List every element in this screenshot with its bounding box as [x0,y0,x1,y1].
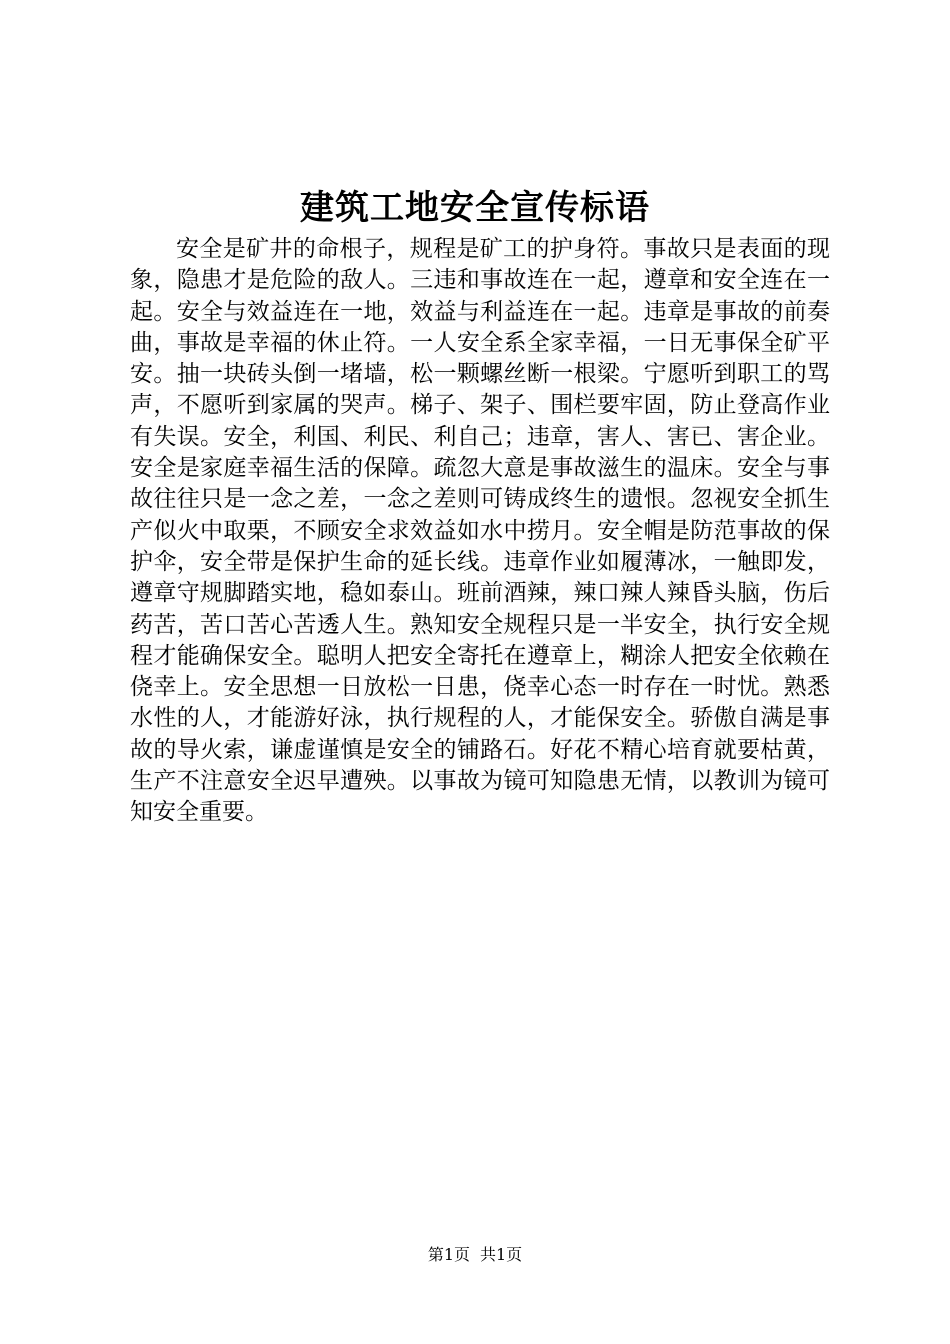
page-number-total: 共1页 [480,1245,523,1264]
page-number-current: 第1页 [427,1245,470,1264]
page-footer [0,1245,950,1265]
document-body: 安全是矿井的命根子，规程是矿工的护身符。事故只是表面的现象，隐患才是危险的敌人。三违和事故连在一起，遵章和安全连在一起。安全与效益连在一地，效益与利益连在一起。违章是事故的前奏曲，事故是幸福的休止符。一人安全系全家幸福，一日无事保全矿平安。抽一块砖头倒一堵墙，松一颗螺丝断一根梁。宁愿听到职工的骂声，不愿听到家属的哭声。梯子、架子、围栏要牢固，防止登高作业有失误。安全，利国、利民、利自己；违章，害人、害已、害企业。安全是家庭幸福生活的保障。疏忽大意是事故滋生的温床。安全与事故往往只是一念之差，一念之差则可铸成终生的遗恨。忽视安全抓生产似火中取栗，不顾安全求效益如水中捞月。安全帽是防范事故的保护伞，安全带是保护生命的延长线。违章作业如履薄冰，一触即发，遵章守规脚踏实地，稳如泰山。班前酒辣，辣口辣人辣昏头脑，伤后药苦，苦口苦心苦透人生。熟知安全规程只是一半安全，执行安全规程才能确保安全。聪明人把安全寄托在遵章上，糊涂人把安全依赖在侥幸上。安全思想一日放松一日患，侥幸心态一时存在一时忧。熟悉水性的人，才能游好泳，执行规程的人，才能保安全。骄傲自满是事故的导火索，谦虚谨慎是安全的铺路石。好花不精心培育就要枯黄，生产不注意安全迟早遭殃。以事故为镜可知隐患无情，以教训为镜可知安全重要。 [130,236,830,826]
document-title: 建筑工地安全宣传标语 [300,188,650,228]
